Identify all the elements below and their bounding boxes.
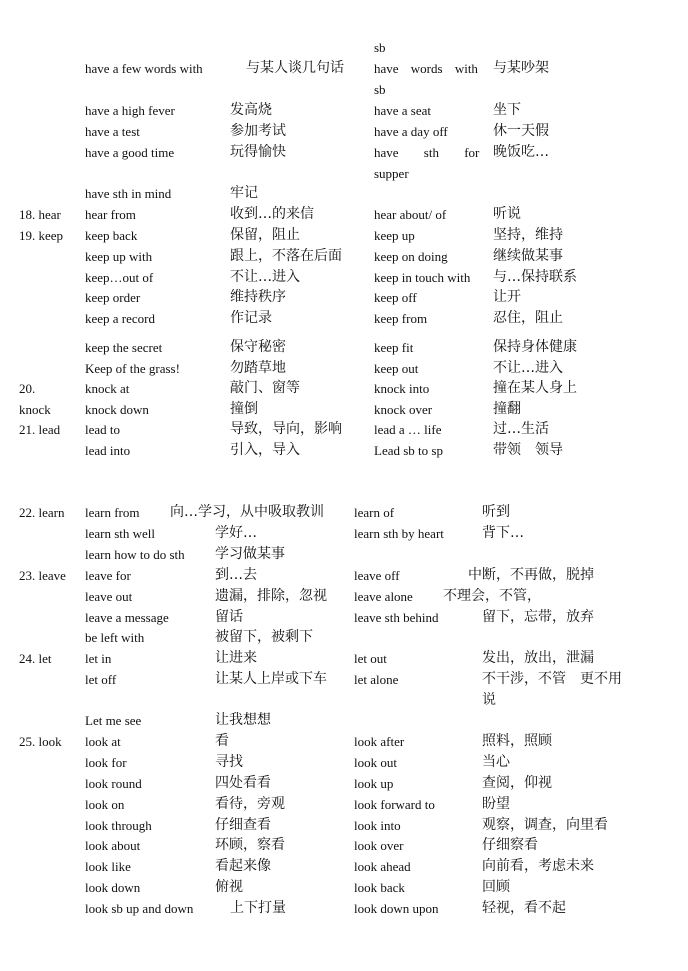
meaning-right: 让开 [493,289,521,305]
phrase-left: learn how to do sth [85,547,185,562]
meaning-right: 不理会，不管， [443,588,541,604]
meaning-left: 留话 [215,609,243,625]
meaning-right: 坚持，维持 [493,227,563,243]
meaning-right: 听到 [482,504,510,520]
phrase-right: leave alone [354,589,413,604]
phrase-left: leave a message [85,610,169,625]
meaning-right: 忍住，阻止 [493,310,563,326]
meaning-left: 让进来 [215,650,257,666]
phrase-left: keep up with [85,249,153,264]
phrase-left: knock at [85,381,130,396]
phrase-left: look sb up and down [85,901,194,916]
phrase-left: let in [85,651,112,666]
phrase-left: look round [85,776,142,791]
meaning-left: 玩得愉快 [230,144,286,160]
meaning-right: 撞翻 [493,401,521,417]
meaning-right: 继续做某事 [493,248,563,264]
phrase-left: Let me see [85,713,142,728]
meaning-left: 仔细查看 [215,817,271,833]
meaning-right: 查阅，仰视 [482,775,552,791]
phrase-right: keep in touch with [374,270,471,285]
phrase-left: knock down [85,402,149,417]
meaning-right: 过…生活 [493,421,549,437]
phrase-left: lead to [85,422,121,437]
meaning-right: 说 [482,692,496,708]
phrase-right: have sth for [374,145,480,160]
meaning-left: 让某人上岸或下车 [215,671,327,687]
phrase-left: keep order [85,290,141,305]
phrase-left: look like [85,859,131,874]
meaning-right: 坐下 [493,102,521,118]
meaning-right: 休一天假 [493,123,549,139]
meaning-left: 维持秩序 [230,289,286,305]
phrase-right: look down upon [354,901,439,916]
phrase-left: have sth in mind [85,186,172,201]
phrase-right: learn of [354,505,395,520]
meaning-right: 与某吵架 [493,60,549,76]
phrase-right: have words with [374,61,478,76]
phrase-right: learn sth by heart [354,526,444,541]
meaning-left: 寻找 [215,754,243,770]
phrase-right: look back [354,880,405,895]
phrase-right: knock over [374,402,433,417]
meaning-left: 敲门、窗等 [230,380,300,396]
phrase-right: keep on doing [374,249,448,264]
phrase-right: let out [354,651,387,666]
phrase-right: hear about/ of [374,207,447,222]
phrase-right: sb [374,40,386,55]
meaning-left: 参加考试 [230,123,286,139]
meaning-right: 听说 [493,206,521,222]
phrase-right: look after [354,734,405,749]
phrase-right: look forward to [354,797,435,812]
meaning-left: 发高烧 [230,102,272,118]
phrase-right: keep out [374,361,419,376]
entry-number: 19. keep [19,228,64,243]
meaning-right: 晚饭吃… [493,144,549,160]
meaning-left: 遗漏，排除，忽视 [215,588,327,604]
phrase-right: leave sth behind [354,610,439,625]
phrase-right: keep fit [374,340,414,355]
phrase-right: knock into [374,381,430,396]
meaning-right: 带领 领导 [493,442,563,458]
meaning-left: 被留下，被剩下 [215,629,313,645]
phrase-right: have a day off [374,124,448,139]
phrase-left: learn from [85,505,140,520]
meaning-right: 撞在某人身上 [493,380,577,396]
phrase-right: keep up [374,228,415,243]
phrase-left: keep a record [85,311,156,326]
phrase-right: look over [354,838,404,853]
meaning-left: 勿踏草地 [230,360,286,376]
phrase-right: look ahead [354,859,411,874]
meaning-left: 引入，导入 [230,442,300,458]
entry-number: 24. let [19,651,52,666]
entry-number: 20. [19,381,36,396]
phrase-right: leave off [354,568,400,583]
phrase-right: Lead sb to sp [374,443,443,458]
meaning-left: 收到…的来信 [230,206,314,222]
phrase-right: have a seat [374,103,432,118]
phrase-left: leave out [85,589,133,604]
phrase-right: supper [374,166,409,181]
entry-number: 21. lead [19,422,61,437]
meaning-right: 留下，忘带，放弃 [482,609,594,625]
meaning-left: 看待，旁观 [215,796,285,812]
phrase-left: keep…out of [85,270,154,285]
meaning-right: 发出，放出，泄漏 [482,650,594,666]
phrase-left: have a good time [85,145,175,160]
phrase-left: leave for [85,568,131,583]
phrase-right: let alone [354,672,399,687]
meaning-right: 当心 [482,754,510,770]
phrase-left: have a test [85,124,140,139]
meaning-left: 不让…进入 [230,269,300,285]
meaning-right: 不干涉，不管 更不用 [482,671,622,687]
phrase-left: have a high fever [85,103,175,118]
meaning-left: 到…去 [215,567,257,583]
phrase-left: look about [85,838,141,853]
phrase-left: hear from [85,207,136,222]
phrase-left: look on [85,797,125,812]
meaning-left: 环顾，察看 [215,837,285,853]
entry-number: knock [19,402,51,417]
entry-number: 25. look [19,734,62,749]
meaning-left: 四处看看 [215,775,271,791]
phrase-right: look into [354,818,401,833]
meaning-left: 撞倒 [230,401,258,417]
meaning-left: 上下打量 [230,900,286,916]
meaning-right: 盼望 [482,796,510,812]
phrase-left: keep the secret [85,340,163,355]
meaning-left: 向…学习，从中吸取教训 [170,504,324,520]
meaning-right: 背下… [482,525,524,541]
meaning-left: 学习做某事 [215,546,285,562]
phrase-left: let off [85,672,117,687]
meaning-right: 保持身体健康 [493,339,577,355]
phrase-left: look through [85,818,152,833]
meaning-left: 保留，阻止 [230,227,300,243]
meaning-right: 与…保持联系 [493,269,577,285]
phrase-left: be left with [85,630,145,645]
meaning-right: 轻视，看不起 [482,900,566,916]
meaning-right: 回顾 [482,879,510,895]
meaning-left: 导致，导向，影响 [230,421,342,437]
meaning-right: 不让…进入 [493,360,563,376]
phrase-right: look out [354,755,397,770]
entry-number: 23. leave [19,568,66,583]
meaning-left: 牢记 [230,185,258,201]
meaning-right: 向前看，考虑未来 [482,858,594,874]
phrase-right: look up [354,776,394,791]
meaning-right: 照料，照顾 [482,733,552,749]
phrase-left: look for [85,755,127,770]
entry-number: 18. hear [19,207,61,222]
phrase-left: Keep of the grass! [85,361,180,376]
phrase-left: keep back [85,228,138,243]
meaning-left: 看起来像 [215,858,271,874]
meaning-right: 观察，调查，向里看 [482,817,608,833]
phrase-right: lead a … life [374,422,442,437]
meaning-left: 让我想想 [215,712,271,728]
meaning-right: 中断，不再做，脱掉 [468,567,594,583]
meaning-left: 跟上，不落在后面 [230,248,342,264]
phrase-left: lead into [85,443,131,458]
meaning-left: 学好… [215,525,257,541]
meaning-left: 作记录 [230,310,272,326]
phrase-right: keep off [374,290,417,305]
phrase-left: look down [85,880,141,895]
meaning-right: 仔细察看 [482,837,538,853]
phrase-left: learn sth well [85,526,156,541]
meaning-left: 与某人谈几句话 [246,60,344,76]
phrase-left: have a few words with [85,61,203,76]
meaning-left: 俯视 [215,879,243,895]
phrase-right: sb [374,82,386,97]
meaning-left: 保守秘密 [230,339,286,355]
meaning-left: 看 [215,733,229,749]
entry-number: 22. learn [19,505,65,520]
phrase-right: keep from [374,311,428,326]
phrase-left: look at [85,734,121,749]
